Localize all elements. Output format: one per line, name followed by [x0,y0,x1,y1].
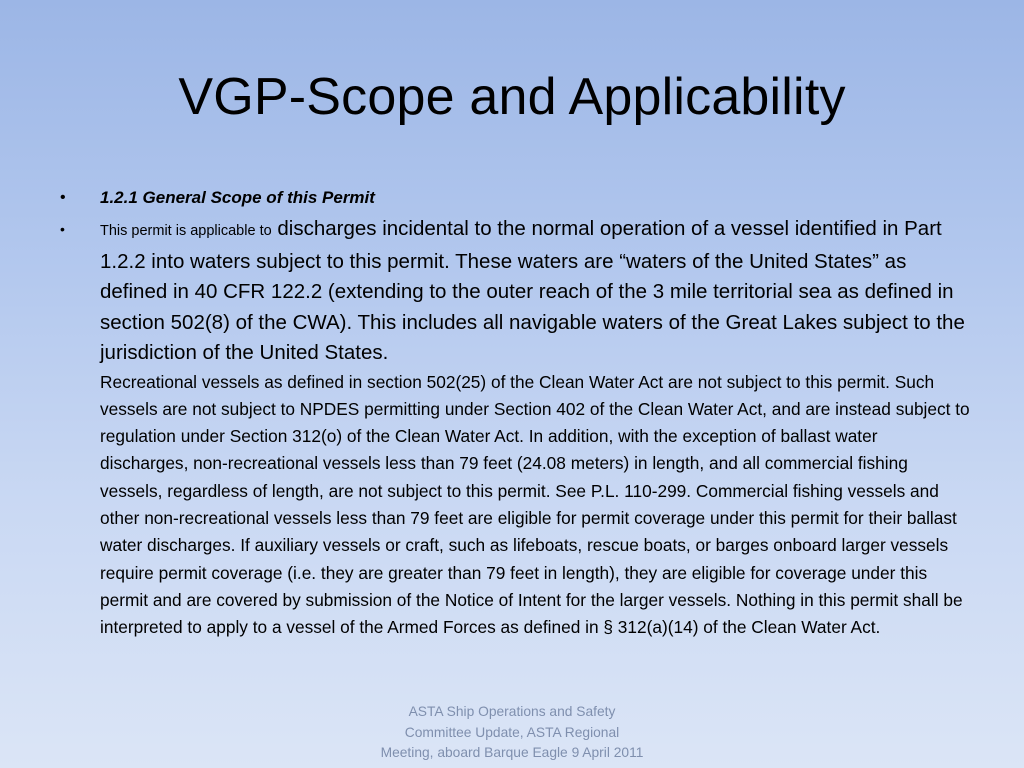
slide-title: VGP-Scope and Applicability [178,68,846,126]
bullet-heading-text: 1.2.1 General Scope of this Permit [100,188,375,207]
bullet-lead-text: This permit is applicable to [100,223,272,239]
bullet-marker: • [60,189,66,206]
bullet-marker: • [60,221,65,237]
footer-line: ASTA Ship Operations and Safety [408,704,616,719]
footer-line: Committee Update, ASTA Regional [404,724,620,740]
bullet-item-body [60,214,970,641]
bullet-main-text: discharges incidental to the normal operation of a vessel identified in Part 1.2.2 into waters subject to this permit. These waters are “waters of the United States” as defined in 40 CFR 122.2 (extending to the outer reach of the 3 mile territorial sea as defined in section 502(8) of the CWA). This includes all navigable waters of the Great Lakes subject to the jurisdiction of the United States. [100,217,965,364]
footer-line: Meeting, aboard Barque Eagle 9 April 2011 [380,745,644,760]
bullet-item-heading [60,184,970,212]
slide-footer [362,702,662,764]
bullet-continuation-text: Recreational vessels as defined in section 502(25) of the Clean Water Act are not subject to this permit. Such vessels are not subject to NPDES permitting under Section 402 of the Clean Water Act, and are instead subject to regulation under Section 312(o) of the Clean Water Act. In addition, with the exception of ballast water discharges, non-recreational vessels less than 79 feet (24.08 meters) in length, and all commercial fishing vessels, regardless of length, are not subject to this permit. See P.L. 110-299. Commercial fishing vessels and other non-recreational vessels less than 79 feet are eligible for permit coverage under this permit for their ballast water discharges. If auxiliary vessels or craft, such as lifeboats, rescue boats, or barges onboard larger vessels require permit coverage (i.e. they are greater than 79 feet in length), they are eligible for coverage under this permit and are covered by submission of the Notice of Intent for the larger vessels. Nothing in this permit shall be interpreted to apply to a vessel of the Armed Forces as defined in § 312(a)(14) of the Clean Water Act. [100,371,970,638]
bullet-list [60,184,970,641]
